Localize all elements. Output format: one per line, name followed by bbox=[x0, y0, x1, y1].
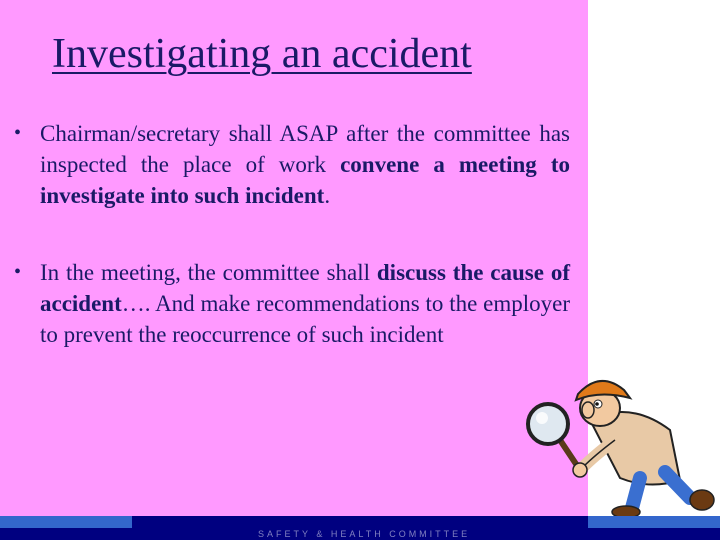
detective-with-magnifying-glass-icon bbox=[520, 360, 720, 520]
footer-accent-right bbox=[588, 516, 720, 528]
bullet-item bbox=[14, 257, 570, 350]
bullet-text-segment: …. And make recommendations to the employer to prevent the reoccurrence of such incident bbox=[40, 291, 570, 347]
bullet-list bbox=[14, 118, 570, 396]
bullet-symbol: • bbox=[14, 261, 22, 283]
bullet-text-segment: Chairman/secretary shall ASAP after the committee has inspected the place of work bbox=[40, 121, 570, 177]
bullet-text-segment: In the meeting, the committee shall bbox=[40, 260, 377, 285]
bullet-text bbox=[40, 118, 570, 211]
bullet-text-segment-bold: convene a meeting to investigate into such incident bbox=[40, 152, 570, 208]
bullet-text-segment-bold: discuss the cause of accident bbox=[40, 260, 570, 316]
footer-text: SAFETY & HEALTH COMMITTEE bbox=[258, 529, 471, 539]
bullet-text bbox=[40, 257, 570, 350]
magnifying-glass-icon bbox=[528, 404, 580, 470]
bullet-text-segment: . bbox=[324, 183, 331, 208]
bullet-item bbox=[14, 118, 570, 211]
bullet-symbol: • bbox=[14, 122, 22, 144]
footer-accent-left bbox=[0, 516, 132, 528]
slide-title: Investigating an accident bbox=[52, 31, 472, 77]
